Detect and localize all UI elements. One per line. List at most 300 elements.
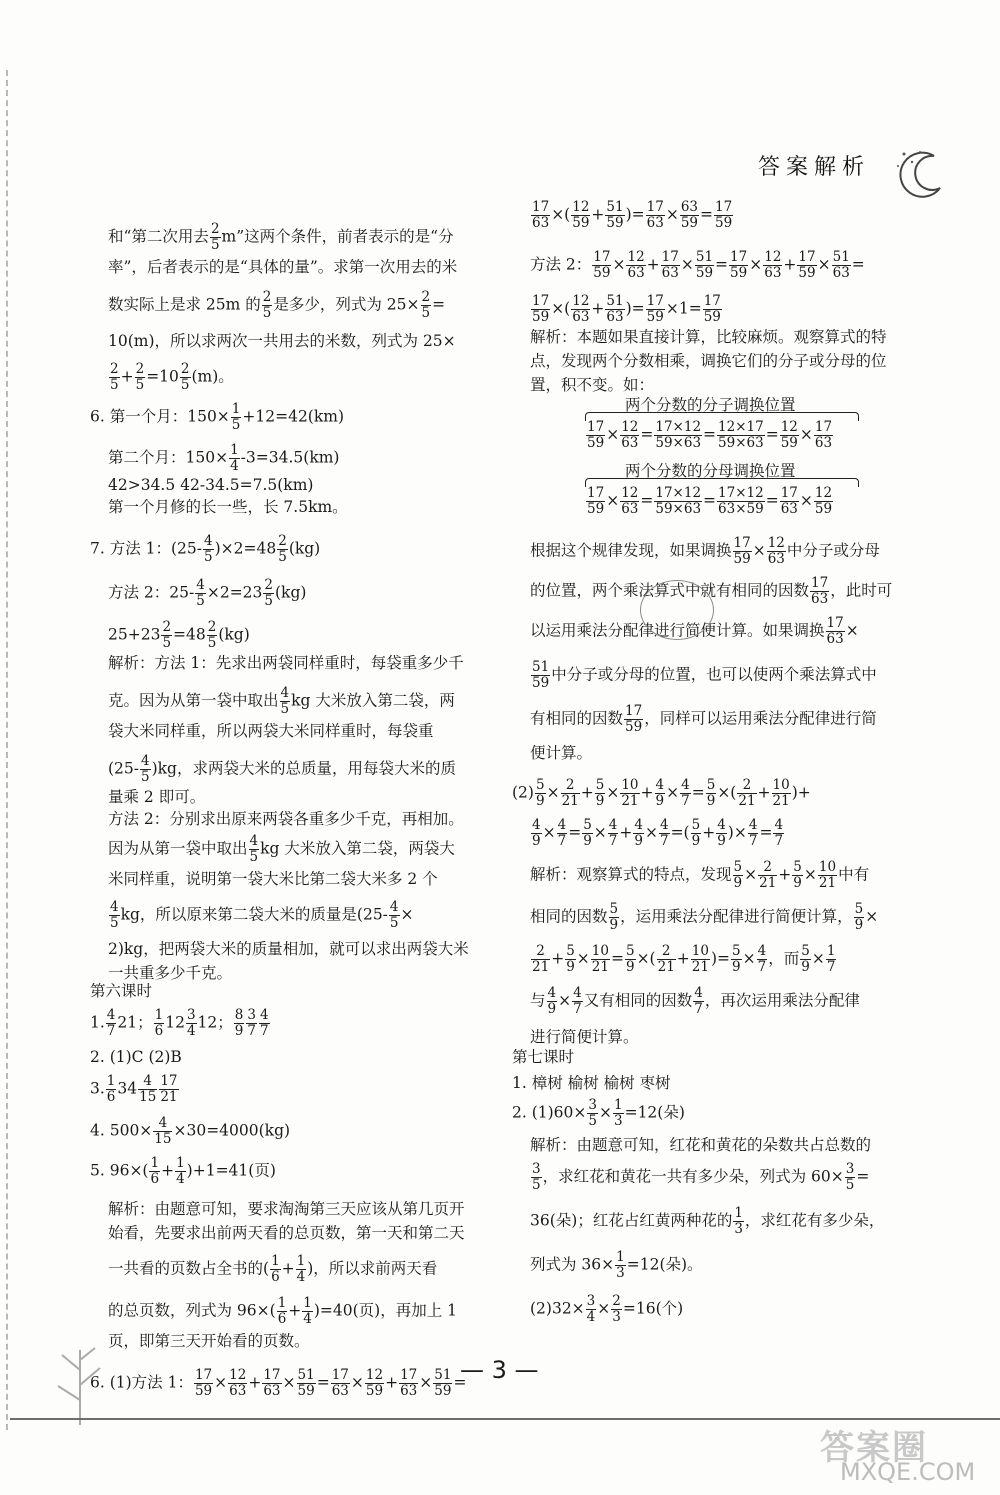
fraction xyxy=(780,486,799,517)
numerator: 4 xyxy=(757,943,767,959)
denominator: 9 xyxy=(706,793,716,809)
denominator: 63 xyxy=(767,551,785,567)
fraction xyxy=(646,200,665,231)
numerator: 5 xyxy=(535,777,545,793)
text-run: = xyxy=(715,255,729,274)
text-run: 袋大米同样重，所以两袋大米同样重时，每袋重 xyxy=(108,722,434,740)
text-run: × xyxy=(644,823,658,842)
text-run: × xyxy=(606,783,620,802)
text-run: 解析：本题如果直接计算，比较麻烦。观察算式的特 xyxy=(530,328,887,346)
numerator: 4 xyxy=(204,533,213,549)
denominator: 4 xyxy=(176,1171,185,1187)
numerator: 4 xyxy=(110,899,119,915)
fraction xyxy=(818,860,837,891)
text-run: × xyxy=(558,991,572,1010)
brace-top xyxy=(585,412,859,421)
text-run: )，所以求前两天看 xyxy=(307,1259,438,1278)
fraction xyxy=(826,944,837,975)
fraction xyxy=(591,944,610,975)
text-run: ×( xyxy=(551,205,571,224)
denominator: 63 xyxy=(532,215,550,231)
denominator: 59 xyxy=(297,1383,315,1399)
fraction xyxy=(153,1116,172,1147)
text-line xyxy=(530,742,592,764)
text-run: 一共重多少千克。 xyxy=(108,964,233,982)
fraction xyxy=(633,818,644,849)
numerator: 51 xyxy=(532,659,550,675)
denominator: 4 xyxy=(303,1311,312,1327)
text-line xyxy=(530,374,654,396)
fraction xyxy=(259,1008,270,1039)
text-run: 12； xyxy=(197,1013,233,1032)
text-run: 中分子或分母 xyxy=(786,541,880,560)
fraction xyxy=(135,362,146,393)
text-line xyxy=(108,720,434,742)
numerator: 4 xyxy=(138,1074,157,1090)
text-line xyxy=(530,326,887,348)
fraction xyxy=(228,1368,247,1399)
numerator: 51 xyxy=(297,1367,315,1383)
text-run: 一共看的页数占全书的( xyxy=(108,1259,270,1278)
numerator: 17 xyxy=(587,485,605,501)
text-run: 2)kg，把两袋大米的质量相加，就可以求出两袋大米 xyxy=(108,940,469,958)
numerator: 2 xyxy=(531,944,550,960)
numerator: 12 xyxy=(572,199,590,215)
numerator: 17 xyxy=(814,419,833,435)
text-run: 两个分数的分母调换位置 xyxy=(625,462,796,480)
denominator: 63 xyxy=(826,631,844,647)
denominator: 5 xyxy=(180,377,190,393)
text-run: × xyxy=(606,491,620,510)
fraction xyxy=(249,834,260,865)
denominator: 9 xyxy=(532,833,541,849)
numerator: 5 xyxy=(609,901,619,917)
denominator: 9 xyxy=(801,959,810,975)
denominator: 7 xyxy=(106,1023,116,1039)
numerator: 17 xyxy=(661,249,679,265)
denominator: 21 xyxy=(759,875,777,891)
text-run: +12=42(km) xyxy=(242,407,344,426)
text-run: 和“第二次用去 xyxy=(108,227,209,246)
numerator: 12×17 xyxy=(718,419,764,435)
denominator: 5 xyxy=(231,417,241,433)
denominator: 3 xyxy=(616,1265,625,1281)
text-run: )+ xyxy=(791,783,811,802)
numerator: 1 xyxy=(826,943,836,959)
text-line xyxy=(512,1098,685,1129)
text-run: =( xyxy=(670,823,690,842)
numerator: 17 xyxy=(715,199,733,215)
text-run: × xyxy=(598,1103,612,1122)
fraction xyxy=(729,250,748,281)
text-run: )kg，求两袋大米的总质量，用每袋大米的质 xyxy=(151,759,456,778)
text-run: 与 xyxy=(530,991,546,1010)
text-run: ，再次运用乘法分配律 xyxy=(704,991,860,1010)
denominator: 59 xyxy=(780,435,798,451)
numerator: 17 xyxy=(730,249,748,265)
denominator: 9 xyxy=(583,833,592,849)
text-run: + xyxy=(778,865,792,884)
denominator: 5 xyxy=(110,915,119,931)
text-line xyxy=(530,704,877,735)
denominator: 63 xyxy=(646,215,664,231)
text-run: kg 大米放入第二袋，两袋大 xyxy=(260,839,455,858)
denominator: 9 xyxy=(691,833,701,849)
denominator: 59 xyxy=(695,265,714,281)
fraction xyxy=(175,1156,186,1187)
denominator: 9 xyxy=(535,793,545,809)
text-line xyxy=(530,200,734,231)
text-run: + xyxy=(646,255,660,274)
numerator: 3 xyxy=(186,1007,196,1023)
numerator: 1 xyxy=(271,1253,280,1269)
text-run: ，求红花和黄花一共有多少朵，列式为 60× xyxy=(542,1167,844,1186)
denominator: 59 xyxy=(646,309,664,325)
numerator: 2 xyxy=(561,778,580,794)
fraction xyxy=(586,486,605,517)
text-run: = xyxy=(432,295,446,314)
numerator: 8 xyxy=(234,1007,244,1023)
fraction xyxy=(210,222,221,253)
text-run: × xyxy=(612,255,626,274)
fraction xyxy=(737,778,756,809)
fraction xyxy=(854,902,865,933)
fraction xyxy=(149,1156,160,1187)
text-run: × xyxy=(282,1373,296,1392)
denominator: 21 xyxy=(591,959,609,975)
numerator: 17 xyxy=(160,1073,178,1089)
text-run: × xyxy=(799,491,813,510)
text-run: 第二个月：150× xyxy=(108,448,229,467)
denominator: 63 xyxy=(400,1383,418,1399)
numerator: 12 xyxy=(814,485,833,501)
text-run: 7. 方法 1：(25- xyxy=(90,539,203,558)
denominator: 5 xyxy=(389,915,399,931)
denominator: 59 xyxy=(703,309,721,325)
numerator: 3 xyxy=(532,1161,541,1177)
denominator: 6 xyxy=(277,1311,287,1327)
text-run: ，而 xyxy=(768,949,800,968)
numerator: 4 xyxy=(659,817,669,833)
numerator: 12 xyxy=(365,1367,384,1383)
text-line xyxy=(108,868,438,890)
numerator: 10 xyxy=(591,943,609,959)
numerator: 17 xyxy=(703,293,721,309)
denominator: 21 xyxy=(772,793,790,809)
fraction xyxy=(280,686,291,717)
numerator: 2 xyxy=(612,1293,621,1309)
text-line xyxy=(90,1368,466,1399)
fraction xyxy=(421,290,432,321)
fraction xyxy=(531,200,550,231)
denominator: 9 xyxy=(793,875,802,891)
text-run: = xyxy=(703,425,717,444)
denominator: 59 xyxy=(587,501,605,517)
denominator: 5 xyxy=(280,701,290,717)
text-run: 解析：观察算式的特点，发现 xyxy=(530,865,732,884)
text-line xyxy=(108,443,339,474)
text-run: = xyxy=(640,425,654,444)
text-run: = xyxy=(691,783,705,802)
numerator: 5 xyxy=(566,943,575,959)
text-line xyxy=(530,294,723,325)
text-line xyxy=(108,1222,465,1244)
text-run: 34 xyxy=(117,1079,138,1098)
fraction xyxy=(758,860,777,891)
fraction xyxy=(296,1254,307,1285)
denominator: 7 xyxy=(774,833,784,849)
denominator: 6 xyxy=(150,1171,160,1187)
text-run: 10(m)，所以求两次一共用去的米数，列式为 25× xyxy=(108,332,456,350)
text-line xyxy=(90,534,320,565)
numerator: 2 xyxy=(262,289,272,305)
denominator: 6 xyxy=(154,1023,164,1039)
denominator: 59 xyxy=(625,719,643,735)
text-line xyxy=(108,330,456,352)
text-line xyxy=(512,1072,671,1094)
fraction xyxy=(800,944,811,975)
text-run: ×1= xyxy=(665,299,702,318)
fraction xyxy=(194,1368,213,1399)
fraction xyxy=(159,1074,178,1105)
text-run: 解析：由题意可知，要求淘淘第三天应该从第几页开 xyxy=(108,1200,465,1218)
fraction xyxy=(814,486,833,517)
text-run: 12 xyxy=(165,1013,185,1032)
numerator: 17 xyxy=(587,419,605,435)
fraction xyxy=(654,420,702,451)
text-line xyxy=(90,1046,182,1068)
watermark-url: MXQE.COM xyxy=(840,1458,976,1486)
denominator: 7 xyxy=(748,833,758,849)
fraction xyxy=(138,1074,157,1105)
numerator: 12 xyxy=(572,293,590,309)
text-run: )=40(页)，再加上 1 xyxy=(313,1301,458,1320)
fraction xyxy=(691,818,702,849)
text-run: =10 xyxy=(146,367,179,386)
text-run: )= xyxy=(710,949,731,968)
tree-decoration-icon xyxy=(40,1330,120,1425)
text-run: + xyxy=(757,783,771,802)
numerator: 17×12 xyxy=(655,485,702,501)
fraction xyxy=(572,986,583,1017)
text-run: 第七课时 xyxy=(512,1048,575,1066)
text-run: 方法 2： xyxy=(530,255,592,274)
fraction xyxy=(531,1162,542,1193)
text-line xyxy=(108,1254,437,1285)
denominator: 4 xyxy=(186,1023,196,1039)
text-line xyxy=(108,256,457,278)
text-run: 量乘 2 即可。 xyxy=(108,788,206,806)
numerator: 10 xyxy=(772,777,790,793)
fraction xyxy=(203,534,214,565)
text-run: 42>34.5 42-34.5=7.5(km) xyxy=(108,476,314,494)
fraction xyxy=(297,1368,316,1399)
text-run: + xyxy=(591,299,605,318)
text-run: 解析：由题意可知，红花和黄花的朵数共占总数的 xyxy=(530,1136,872,1154)
denominator: 15 xyxy=(139,1089,157,1105)
denominator: 9 xyxy=(547,1001,557,1017)
text-run: + xyxy=(288,1301,302,1320)
denominator: 59 xyxy=(730,265,748,281)
text-run: = xyxy=(765,425,779,444)
fraction xyxy=(535,778,546,809)
fraction xyxy=(810,576,829,607)
text-line xyxy=(108,754,456,785)
denominator: 15 xyxy=(154,1131,172,1147)
text-line xyxy=(530,944,837,975)
fraction xyxy=(531,818,542,849)
numerator: 2 xyxy=(421,289,431,305)
text-run: 米同样重，说明第一袋大米比第二袋大米多 2 个 xyxy=(108,870,438,888)
denominator: 59 xyxy=(365,1383,384,1399)
text-run: m”这两个条件，前者表示的是“分 xyxy=(221,227,454,246)
text-line xyxy=(585,420,834,451)
text-line xyxy=(108,686,455,717)
numerator: 2 xyxy=(207,619,217,635)
denominator: 5 xyxy=(196,593,205,609)
denominator: 59 xyxy=(532,309,550,325)
text-line xyxy=(90,1074,180,1105)
text-run: × xyxy=(744,865,758,884)
denominator: 5 xyxy=(110,377,119,393)
fraction xyxy=(780,420,799,451)
numerator: 51 xyxy=(606,199,624,215)
denominator: 59 xyxy=(814,501,833,517)
numerator: 17 xyxy=(798,249,816,265)
numerator: 12 xyxy=(767,535,785,551)
numerator: 4 xyxy=(141,753,150,769)
denominator: 5 xyxy=(845,1177,855,1193)
fraction xyxy=(154,1008,165,1039)
text-run: = xyxy=(703,491,717,510)
text-line xyxy=(108,474,313,496)
text-run: + xyxy=(580,783,594,802)
denominator: 59 xyxy=(606,215,624,231)
denominator: 21 xyxy=(160,1089,178,1105)
text-run: (25- xyxy=(108,759,140,778)
fraction xyxy=(646,294,665,325)
text-run: + xyxy=(676,949,690,968)
fraction xyxy=(106,1008,117,1039)
denominator: 7 xyxy=(247,1023,256,1039)
fraction xyxy=(207,620,218,651)
text-run: 相同的因数 xyxy=(530,907,608,926)
numerator: 1 xyxy=(616,1249,625,1265)
denominator: 5 xyxy=(421,305,431,321)
denominator: 7 xyxy=(694,1001,703,1017)
denominator: 59 xyxy=(434,1383,452,1399)
denominator: 59 xyxy=(593,265,611,281)
numerator: 4 xyxy=(717,817,726,833)
text-line xyxy=(108,900,414,931)
text-run: ×30=4000(kg) xyxy=(173,1121,291,1140)
denominator: 59 xyxy=(680,215,699,231)
denominator: 21 xyxy=(818,875,837,891)
numerator: 4 xyxy=(532,817,541,833)
denominator: 6 xyxy=(271,1269,280,1285)
fraction xyxy=(655,778,666,809)
fraction xyxy=(832,250,851,281)
text-run: )= xyxy=(625,205,645,224)
text-run: 方法 2：分别求出原来两袋各重多少千克，再相加。 xyxy=(108,810,464,828)
text-run: 4. 500× xyxy=(90,1121,153,1140)
fraction xyxy=(615,1250,626,1281)
numerator: 12 xyxy=(621,485,639,501)
numerator: 4 xyxy=(634,817,643,833)
text-run: × xyxy=(666,783,680,802)
text-run: =48 xyxy=(173,625,206,644)
numerator: 1 xyxy=(150,1155,160,1171)
denominator: 6 xyxy=(106,1089,116,1105)
text-run: 6. (1)方法 1： xyxy=(90,1373,193,1392)
text-run: (2) xyxy=(512,783,534,802)
denominator: 3 xyxy=(613,1113,623,1129)
text-run: = xyxy=(568,823,582,842)
fraction xyxy=(433,1368,452,1399)
text-line xyxy=(530,350,887,372)
denominator: 63 xyxy=(621,435,639,451)
fraction xyxy=(845,1162,856,1193)
binding-dashed-line xyxy=(6,70,8,1430)
text-run: =12(朵) xyxy=(624,1103,685,1122)
fraction xyxy=(680,200,699,231)
fraction xyxy=(109,362,120,393)
numerator: 2 xyxy=(162,619,172,635)
denominator: 7 xyxy=(826,959,836,975)
fraction xyxy=(748,818,759,849)
text-line xyxy=(108,290,445,321)
fraction xyxy=(826,616,845,647)
denominator: 59 xyxy=(194,1383,213,1399)
fraction xyxy=(814,420,833,451)
denominator: 63 xyxy=(814,435,833,451)
denominator: 63 xyxy=(811,591,829,607)
fraction xyxy=(195,578,206,609)
header-title: 答案解析 xyxy=(758,155,871,180)
fraction xyxy=(680,778,691,809)
text-line xyxy=(108,496,348,518)
denominator: 59 xyxy=(715,215,733,231)
denominator: 5 xyxy=(207,635,217,651)
text-run: × xyxy=(845,621,859,640)
text-run: kg，所以原来第二袋大米的质量是(25- xyxy=(120,905,388,924)
fraction xyxy=(772,778,791,809)
fraction xyxy=(797,250,816,281)
fraction xyxy=(547,986,558,1017)
fraction xyxy=(661,250,680,281)
numerator: 4 xyxy=(748,817,758,833)
numerator: 2 xyxy=(135,361,145,377)
text-run: 1. xyxy=(90,1013,105,1032)
text-run: 解析：方法 1：先求出两袋同样重时，每袋重多少千 xyxy=(108,654,464,672)
text-run: × xyxy=(817,255,831,274)
denominator: 7 xyxy=(757,959,767,975)
fraction xyxy=(592,250,611,281)
text-line xyxy=(530,536,880,567)
fraction xyxy=(757,944,768,975)
numerator: 51 xyxy=(695,249,714,265)
text-line xyxy=(108,1296,457,1327)
text-line xyxy=(512,778,811,809)
numerator: 4 xyxy=(196,577,205,593)
denominator: 63 xyxy=(572,309,590,325)
text-line xyxy=(585,486,834,517)
text-run: + xyxy=(385,1373,399,1392)
text-run: (2)32× xyxy=(530,1299,585,1318)
denominator: 63 xyxy=(627,265,645,281)
numerator: 2 xyxy=(110,361,119,377)
denominator: 7 xyxy=(659,833,669,849)
